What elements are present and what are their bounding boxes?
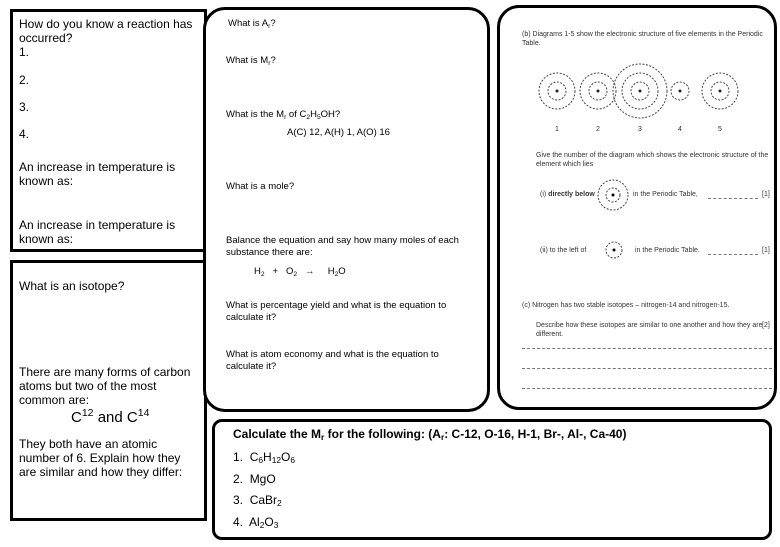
yield-question: What is percentage yield and what is the equation to calculate it? bbox=[226, 300, 447, 323]
part-ii-end: in the Periodic Table. bbox=[635, 247, 700, 254]
marks: [1] bbox=[762, 191, 770, 198]
atom-economy-question: What is atom economy and what is the equation to calculate it? bbox=[226, 349, 439, 372]
answer-number: 4. bbox=[19, 127, 30, 141]
part-b: (b) Diagrams 1-5 show the electronic structure of five elements in the Periodic Table. bbox=[522, 31, 763, 47]
atom-diagram-i bbox=[593, 175, 633, 215]
mole-question: What is a mole? bbox=[226, 181, 295, 192]
diagram-number: 2 bbox=[596, 126, 600, 133]
temperature-question-2: An increase in temperature is known as: bbox=[19, 218, 176, 246]
reaction-question: How do you know a reaction has occurred? bbox=[19, 17, 193, 45]
answer-number: 3. bbox=[19, 100, 30, 114]
ar-question: What is $A_r$? bbox=[228, 18, 276, 30]
ethanol-mr-question: What is the $M_r$ of $C_2H_5OH$? bbox=[226, 109, 341, 121]
part-i: (i) directly below bbox=[540, 191, 595, 198]
formula-item-3: 3. CaBr$_2$ bbox=[233, 493, 282, 508]
formula-item-4: 4. $Al_2O_3$ bbox=[233, 515, 279, 530]
calculation-title: Calculate the $M_r$ for the following: ($A_r$: C-12, O-16, H-1, Br-, Al-, Ca-40) bbox=[233, 427, 627, 442]
part-c-instruction: Describe how these isotopes are similar to one another and how they are different. bbox=[536, 322, 763, 338]
explain-question: They both have an atomic number of 6. Explain how they are similar and how they differ: bbox=[19, 437, 183, 479]
balance-question: Balance the equation and say how many moles of each substance there are: bbox=[226, 235, 459, 258]
temperature-question: An increase in temperature is known as: bbox=[19, 160, 176, 188]
part-ii: (ii) to the left of bbox=[540, 247, 587, 254]
diagram-number: 5 bbox=[718, 126, 722, 133]
give-instruction: Give the number of the diagram which shows the electronic structure of the element which lies bbox=[536, 152, 769, 168]
electron-diagrams bbox=[500, 53, 770, 163]
diagram-number: 1 bbox=[555, 126, 559, 133]
answer-number: 2. bbox=[19, 73, 30, 87]
mr-calculation-box bbox=[212, 419, 772, 540]
marks: [1] bbox=[762, 247, 770, 254]
given-ar-values: A(C) 12, A(H) 1, A(O) 16 bbox=[287, 127, 390, 138]
exam-question-box bbox=[497, 5, 777, 410]
isotope-box bbox=[10, 260, 207, 521]
carbon-isotopes: $C^{12}$ and $C^{14}$ bbox=[71, 407, 150, 426]
marks: [2] bbox=[762, 322, 770, 329]
reaction-box bbox=[10, 9, 207, 252]
diagram-number: 4 bbox=[678, 126, 682, 133]
mr-question: What is $M_r$? bbox=[226, 55, 276, 67]
part-i-end: in the Periodic Table, bbox=[633, 191, 698, 198]
formula-item-2: 2. MgO bbox=[233, 472, 276, 486]
atom-diagram-ii bbox=[602, 235, 626, 265]
moles-box bbox=[203, 7, 490, 412]
part-c: (c) Nitrogen has two stable isotopes – nitrogen-14 and nitrogen-15. bbox=[522, 302, 730, 309]
carbon-intro: There are many forms of carbon atoms but two of the most common are: bbox=[19, 365, 191, 407]
diagram-number: 3 bbox=[638, 126, 642, 133]
formula-item-1: 1. $C_6H_{12}O_6$ bbox=[233, 450, 296, 465]
isotope-question: What is an isotope? bbox=[19, 279, 125, 293]
answer-number: 1. bbox=[19, 45, 30, 59]
equation: $H_2$ + $O_2$ → $H_2O$ bbox=[254, 266, 346, 278]
